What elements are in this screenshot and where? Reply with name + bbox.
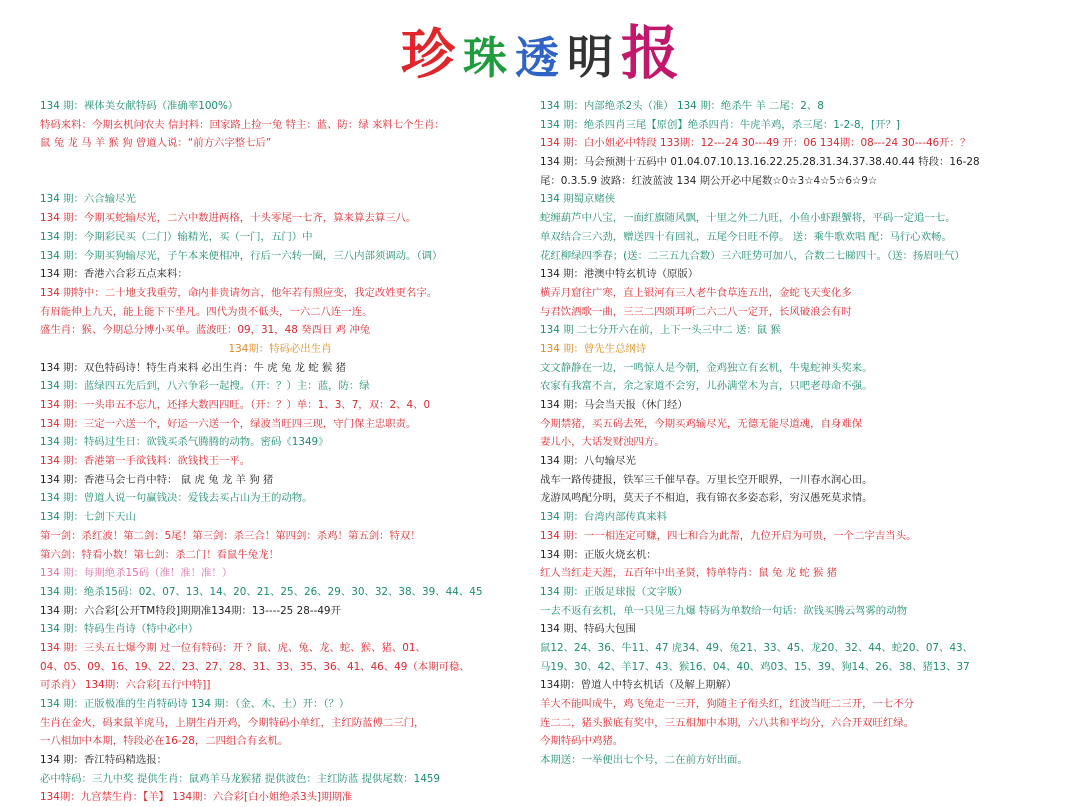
text-line: 134 期：香港马会七肖中特： 鼠 虎 兔 龙 羊 狗 猪 — [40, 473, 274, 486]
text-line: 134 期：白小姐必中特段 133期：12---24 30---49 开：06 134期：08---24 30---46开：？ — [540, 137, 971, 150]
text-line: 134期：九宫禁生肖：【羊】 134期：六合彩[白小姐绝杀3头]期期准 — [40, 791, 353, 804]
text-line: 今期特码中鸡猪。 — [540, 735, 624, 748]
text-line: 134 期：曾道人说一句赢钱决：爱钱去买占山为王的动物。 — [40, 492, 313, 505]
text-line: 蛇缠葫芦中八宝，一面红旗随风飘，十里之外二九旺，小鱼小虾跟蟹将，平码一定追一七。 — [540, 212, 956, 225]
text-line: 134 期：港澳中特玄机诗（原版） — [540, 268, 699, 281]
text-line: 134 期：双色特码诗！特生肖来料 必出生肖：牛 虎 兔 龙 蛇 猴 猪 — [40, 361, 347, 374]
text-line: 134 期：八句输尽光 — [540, 455, 636, 468]
title-char-5: 报 — [620, 19, 679, 87]
text-line: 134 期：一头串五不忘九，还择大数四四旺。（开：？）单：1、3、7，双：2、4、0 — [40, 399, 431, 412]
text-line: 134 期：蓝绿四五先后到，八六争彩一起搜。（开：？）主：蓝，防：绿 — [40, 380, 370, 393]
text-line: 134 期：三头五七爆今期 过一位有特码：开 ？鼠、虎、兔、龙、蛇、猴、猪、01、 — [40, 641, 426, 654]
text-line: 生肖在金火，码来鼠羊虎马，上期生肖开鸡，今期特码小单红，主红防蓝傅二三门， — [40, 716, 425, 729]
text-line: 134 期：特码过生日：欲钱买杀气腾腾的动物。密码《1349》 — [40, 436, 329, 449]
text-line: 134 期：三定一六送一个，好运一六送一个，绿波当旺四三现，守门保主忠职责。 — [40, 417, 417, 430]
text-line: 农家有我富不言，余之家道不会穷，儿孙满堂木为言，只吧老母命不强。 — [540, 380, 873, 393]
text-line: 134 期：曾先生总纲诗 — [540, 342, 647, 355]
text-line: 134 期特中：二十地支我重劳，命内非贵请勿言，他年若有照应变，我定改姓更名字。 — [40, 286, 438, 299]
text-line: 134期：特码必出生肖 — [228, 342, 332, 355]
text-line: 134 期：绝杀四肖三尾【原创】绝杀四肖：牛虎羊鸡，杀三尾：1-2-8，[开？] — [540, 118, 900, 131]
text-line: 第一剑：杀红波！第二剑：5尾！第三剑：杀三合！第四剑：杀鸡！第五剑：特双！ — [40, 529, 421, 542]
text-line: 红人当红走天涯，五百年中出圣贤，特单特肖：鼠 兔 龙 蛇 猴 猪 — [540, 567, 838, 580]
text-line: 特码来料：今期玄机问农夫 信封料：回家路上捡一兔 特主：蓝、防：绿 来料七个生肖： — [40, 118, 445, 131]
text-line: 第六剑：特看小数！第七剑：杀二门！看鼠牛兔龙！ — [40, 548, 279, 561]
text-line: 04、05、09、16、19、22、23、27、28、31、33、35、36、41、46、49（本期可稳、 — [40, 660, 470, 673]
text-line: 134 期：正版极准的生肖特码诗 134 期：（金、木、土）开：（？） — [40, 698, 350, 711]
text-line: 花红柳绿四季春；(送：二三五九合数）三六旺势可加八，合数二七睇四十。（送：扬眉吐气） — [540, 249, 965, 262]
text-line: 可杀肖） 134期：六合彩[五行中特]] — [40, 679, 211, 692]
text-line: 今期禁猪，买五码去死，今期买鸡输尽光，无德无能尽道魂，自身难保 — [540, 417, 863, 430]
text-line: 羊大不能叫成牛，鸡飞兔走一三开，狗随主子衔头红，红波当旺二三开，一七不分 — [540, 698, 915, 710]
text-line: 134 期：六合彩[公开TM特段]期期准134期：13----25 28--49开 — [40, 604, 341, 617]
left-column — [40, 97, 520, 807]
text-line: 盛生肖：猴、今期总分博小买单。蓝波旺：09，31，48 癸酉日 鸡 冲兔 — [40, 324, 371, 337]
right-column — [540, 97, 1060, 770]
text-line: 134 期：今期买蛇输尽光，二六中数进两格，十头零尾一七齐，算来算去算三八。 — [40, 212, 417, 225]
text-line: 134 期：今期彩民买（二门）输精光，买（一门，五门）中 — [40, 230, 313, 243]
text-line: 妻儿小，大话发财浊四方。 — [540, 436, 665, 449]
text-line: 134 期：特码生肖诗（特中必中） — [40, 623, 199, 636]
text-line: 134 期：马会预测十五码中 01.04.07.10.13.16.22.25.28.31.34.37.38.40.44 特段：16-28 — [540, 156, 980, 169]
text-line: 与君饮酒歌一曲，三三二四颂耳听二六二八一定开，长风破浪会有时 — [540, 305, 852, 318]
text-line: 134期：曾道人中特玄机话（及解上期解） — [540, 679, 737, 692]
page-title — [0, 18, 1080, 88]
text-line: 134 期：一一相连定可赚，四七和合为此帮，九位开启为可贵，一个二字吉当头。 — [540, 529, 917, 542]
text-line: 134 期：香港六合彩五点来料： — [40, 268, 188, 281]
text-line: 马19、30、42、羊17、43、猴16、04、40、鸡03、15、39、狗14、26、38、猪13、37 — [540, 660, 970, 673]
text-line: 134 期：香江特码精选报： — [40, 754, 168, 767]
text-line: 本期送：一举便出七个号，二在前方好出面。 — [540, 754, 748, 767]
text-line: 134 期：正版足球报（文字版） — [540, 585, 688, 598]
text-line: 134 期：六合输尽光 — [40, 193, 136, 206]
text-line: 134 期：裸体美女献特码（准确率100%） — [40, 100, 239, 112]
spacer — [40, 153, 520, 190]
text-line: 一八相加中本期，特段必在16-28，二四组合有玄机。 — [40, 735, 289, 748]
text-line: 单双结合三六劲，赠送四十有回礼，五尾今日旺不停。 送：乘牛歌欢唱 配：马行心欢畅。 — [540, 230, 952, 243]
text-line: 134 期：香港第一手欲钱料：欲钱找王一平。 — [40, 455, 251, 468]
text-line: 134 期 二七分开六在前，上下一头三中二 送：鼠 猴 — [540, 324, 781, 337]
title-char-3: 透 — [514, 33, 559, 84]
text-line: 134 期：台湾内部传真来料 — [540, 511, 668, 524]
text-line: 横弄月窟往广寒，直上银河有三人老牛食草连五出，金蛇飞天变化多 — [540, 286, 852, 299]
text-line: 鼠 兔 龙 马 羊 猴 狗 曾道人说：“前方六字整七后” — [40, 137, 272, 150]
text-line: 鼠12、24、36、牛11、47 虎34、49、兔21、33、45、龙20、32、44、蛇20、07、43、 — [540, 641, 974, 654]
text-line: 134 期：七剑下天山 — [40, 511, 136, 524]
text-line: 134 期：内部绝杀2头（准） 134 期：绝杀牛 羊 二尾：2、8 — [540, 100, 824, 112]
text-line: 134 期：今期买狗输尽光，子午本来便相冲，行后一六转一圈，三八内部须调动。（调） — [40, 249, 443, 262]
text-line: 必中特码：三九中奖 提供生肖：鼠鸡羊马龙猴猪 提供波色：主红防蓝 提供尾数：1459 — [40, 772, 441, 785]
text-line: 连二二，猪头猴底有奖中，三五相加中本期，六八共和平均分，六合开双旺红绿。 — [540, 716, 915, 729]
text-line: 尾：0.3.5.9 波路：红波蓝波 134 期公开必中尾数☆0☆3☆4☆5☆6☆9☆ — [540, 174, 878, 187]
text-line: 134 期：绝杀15码：02、07、13、14、20、21、25、26、29、30、32、38、39、44、45 — [40, 585, 483, 598]
text-line: 文文静静在一边，一鸣惊人是今朝，金鸡独立有玄机，牛鬼蛇神头奖来。 — [540, 361, 873, 374]
text-line: 战车一路传捷报，铁军三千催早春。万里长空开眼界，一川春水润心田。 — [540, 473, 873, 486]
title-char-1: 珍 — [400, 22, 455, 86]
title-char-2: 珠 — [462, 33, 507, 84]
text-line: 一去不返有玄机，单一只见三九爆 特码为单数给一句话：欲钱买腾云驾雾的动物 — [540, 604, 907, 617]
text-line: 134 期蜀京赌侠 — [540, 193, 616, 206]
text-line: 134 期、特码大包围 — [540, 623, 636, 636]
text-line: 龙游凤鸣配分明，莫天子不相迫，我有锦衣多姿态彩，穷汉愚死莫求情。 — [540, 492, 873, 505]
title-char-4: 明 — [566, 30, 613, 84]
text-line: 134 期：正版火烧玄机： — [540, 548, 657, 561]
text-line: 有眉能伸上九天，能上能下下坐凡。四代为贵不低头，一六二八连一连。 — [40, 305, 373, 318]
text-line: 134 期：马会当天报（休门经） — [540, 399, 688, 411]
text-line: 134 期：每期绝杀15码（准！准！准！） — [40, 567, 233, 580]
